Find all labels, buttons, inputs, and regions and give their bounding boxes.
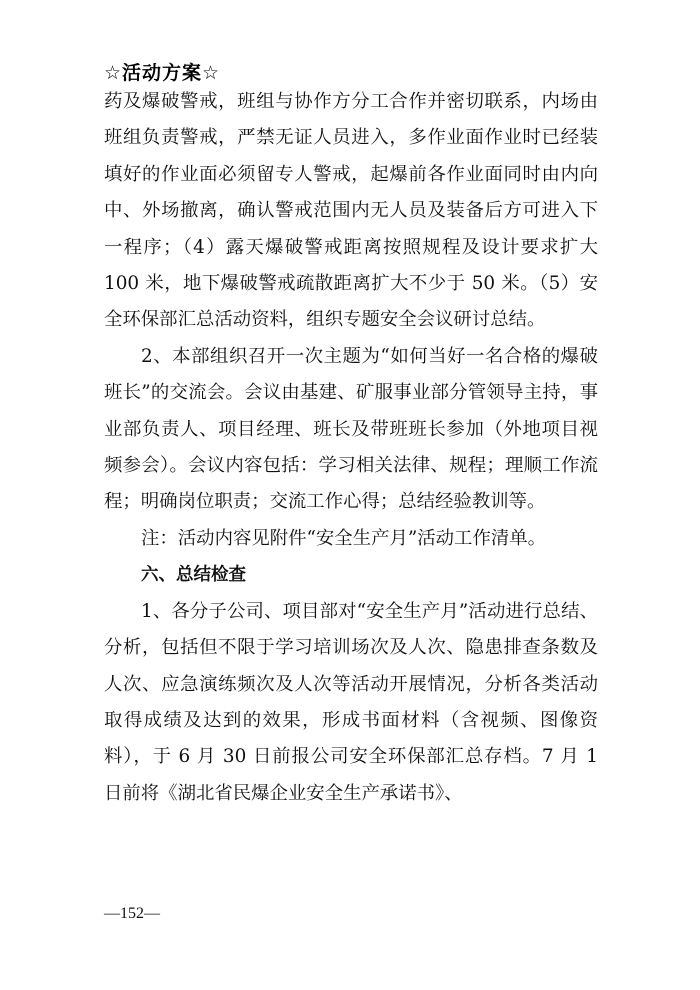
document-body (104, 84, 598, 812)
paragraph-continued: 药及爆破警戒，班组与协作方分工合作并密切联系，内场由班组负责警戒，严禁无证人员进入，多作业面作业时已经装填好的作业面必须留专人警戒，起爆前各作业面同时由内向中、外场撤离，确认警戒范围内无人员及装备后方可进入下一程序；（4）露天爆破警戒距离按照规程及设计要求扩大 100 米，地下爆破警戒疏散距离扩大不少于 50 米。（5）安全环保部汇总活动资料，组织专题安全会议研讨总结。 (104, 91, 598, 331)
paragraph-summary-item-1: 1、各分子公司、项目部对“安全生产月”活动进行总结、分析，包括但不限于学习培训场次及人次、隐患排查条数及人次、应急演练频次及人次等活动开展情况，分析各类活动取得成绩及达到的效果，形成书面材料（含视频、图像资料），于 6 月 30 日前报公司安全环保部汇总存档。7 月 1 日前将《湖北省民爆企业安全生产承诺书》、 (104, 600, 598, 804)
page-number: —152— (104, 905, 160, 922)
paragraph-note: 注：活动内容见附件“安全生产月”活动工作清单。 (141, 527, 547, 549)
section-heading: 六、总结检查 (141, 565, 246, 586)
page-header-title: ☆活动方案☆ (104, 62, 221, 84)
paragraph-item-2: 2、本部组织召开一次主题为“如何当好一名合格的爆破班长”的交流会。会议由基建、矿服事业部分管领导主持，事业部负责人、项目经理、班长及带班班长参加（外地项目视频参会）。会议内容包括：学习相关法律、规程；理顺工作流程；明确岗位职责；交流工作心得；总结经验教训等。 (104, 345, 598, 513)
